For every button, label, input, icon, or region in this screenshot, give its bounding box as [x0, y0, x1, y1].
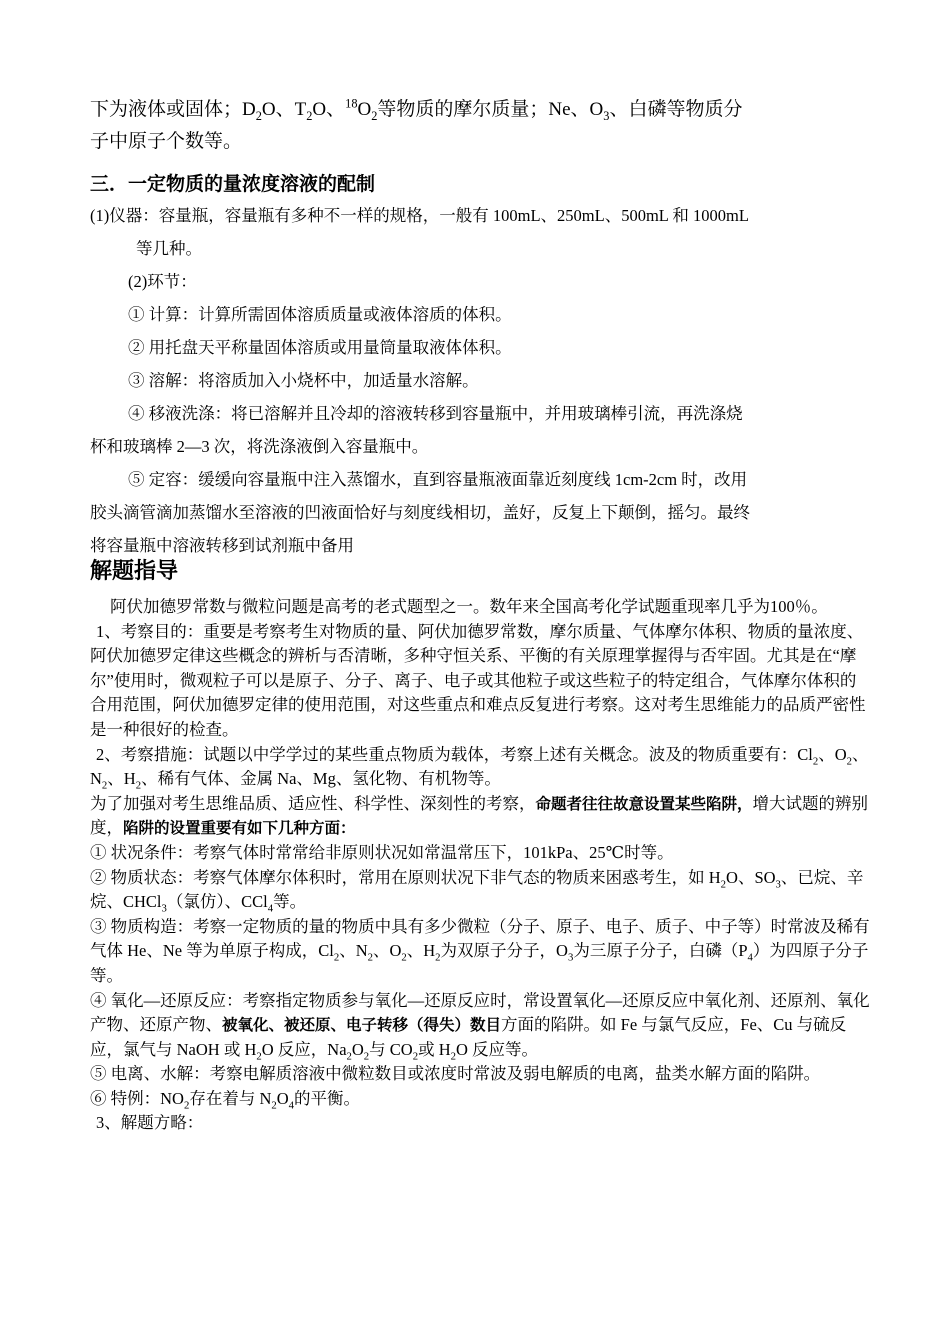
- step-item-cont: 将容量瓶中溶液转移到试剂瓶中备用: [90, 536, 354, 555]
- text: 、N: [339, 941, 368, 961]
- section-heading: 三．一定物质的量浓度溶液的配制: [90, 173, 376, 195]
- text: O: [351, 1039, 364, 1059]
- text: 、H: [406, 941, 436, 961]
- text: 下为液体或固体；D: [90, 99, 256, 120]
- subscript: 2: [333, 951, 340, 964]
- text: O、T: [261, 99, 307, 120]
- trap-item: ⑤ 电离、水解：考察电解质溶液中微粒数目或浓度时常波及弱电解质的电离，盐类水解方面的陷阱。: [90, 1064, 821, 1084]
- subscript: 2: [435, 951, 441, 964]
- subscript: 2: [812, 754, 819, 767]
- subscript: 4: [747, 951, 753, 964]
- text: O、SO: [726, 867, 776, 887]
- intro-line-2: 子中原子个数等。: [90, 131, 243, 152]
- text: 增大试题的辨别度，: [90, 793, 869, 838]
- text: 与 CO: [369, 1039, 413, 1059]
- subscript: 2: [101, 779, 108, 792]
- text: O: [357, 99, 372, 120]
- text: 为双原子分子，O: [440, 941, 568, 961]
- emphasis: 命题者往往故意设置某些陷阱，: [535, 794, 753, 813]
- subscript: 3: [567, 951, 574, 964]
- text: 、N: [90, 744, 869, 789]
- step-item: ⑤ 定容：缓缓向容量瓶中注入蒸馏水，直到容量瓶液面靠近刻度线 1cm-2cm 时，改用: [128, 470, 748, 489]
- subscript: 2: [135, 779, 142, 792]
- text: 、稀有气体、金属 Na、Mg、氢化物、有机物等。: [141, 769, 501, 789]
- trap-item: ① 状况条件：考察气体时常常给非原则状况如常温常压下，101kPa、25℃时等。: [90, 842, 674, 862]
- trap-item: [90, 1087, 870, 1112]
- text: ⑥ 特例：NO: [90, 1088, 184, 1108]
- subscript: 2: [346, 1049, 352, 1062]
- text: 、白磷等物质分: [609, 99, 743, 120]
- superscript: 18: [345, 96, 358, 111]
- text: ③ 物质构造：考察一定物质的量的物质中具有多少微粒（分子、原子、电子、质子、中子等）时常波及稀有气体 He、Ne 等为单原子构成，Cl: [90, 916, 870, 961]
- intro-line-1: [90, 94, 870, 126]
- text: 的平衡。: [294, 1088, 361, 1108]
- subscript: 2: [450, 1049, 456, 1062]
- subscript: 2: [367, 951, 373, 964]
- text: 等物质的摩尔质量；Ne、O: [377, 99, 604, 120]
- text: 2、考察措施：试题以中学学过的某些重点物质为载体，考察上述有关概念。波及的物质重要有：Cl: [96, 744, 813, 764]
- guide-trap-intro: [90, 792, 870, 841]
- text: O: [276, 1088, 289, 1108]
- instruments-line: (1)仪器：容量瓶，容量瓶有多种不一样的规格，一般有 100mL、250mL、500mL 和 1000mL: [90, 206, 749, 225]
- subscript: 3: [603, 108, 610, 123]
- subscript: 2: [371, 108, 378, 123]
- text: 为了加强对考生思维品质、适应性、科学性、深刻性的考察，: [90, 793, 536, 813]
- emphasis: 被氧化、被还原、电子转移（得失）数目: [222, 1016, 502, 1035]
- text: 方面的陷阱。如 Fe 与氯气反应，Fe、Cu 与硫反应，氯气与 NaOH 或 H: [90, 1015, 847, 1059]
- text: ② 物质状态：考察气体摩尔体积时，常用在原则状况下非气态的物质来困惑考生，如 H: [90, 867, 721, 887]
- subscript: 3: [775, 877, 781, 890]
- text: O 反应，Na: [261, 1039, 347, 1059]
- step-item: ② 用托盘天平称量固体溶质或用量筒量取液体体积。: [128, 338, 512, 357]
- text: 、O: [372, 941, 402, 961]
- subscript: 2: [412, 1049, 419, 1062]
- text: 、H: [107, 769, 136, 789]
- trap-item: [90, 866, 870, 915]
- step-item: ① 计算：计算所需固体溶质质量或液体溶质的体积。: [128, 305, 512, 324]
- emphasis: 陷阱的设置重要有如下几种方面：: [123, 819, 356, 838]
- guide-heading: 解题指导: [90, 559, 179, 584]
- subscript: 4: [288, 1099, 295, 1112]
- step-item-cont: 杯和玻璃棒 2—3 次，将洗涤液倒入容量瓶中。: [90, 437, 429, 456]
- step-item: ③ 溶解：将溶质加入小烧杯中，加适量水溶解。: [128, 371, 479, 390]
- guide-body: [90, 595, 870, 1136]
- subscript: 2: [306, 108, 313, 123]
- guide-measures: [90, 743, 870, 792]
- text: ）为四原子分子等。: [90, 941, 869, 985]
- text: 、已烷、辛烷、CHCl: [90, 867, 864, 912]
- text: 等。: [273, 892, 307, 912]
- text: O 反应等。: [455, 1039, 539, 1059]
- subscript: 2: [846, 754, 852, 767]
- step-item-cont: 胶头滴管滴加蒸馏水至溶液的凹液面恰好与刻度线相切，盖好，反复上下颠倒，摇匀。最终: [90, 503, 750, 522]
- text: 或 H: [418, 1039, 451, 1059]
- guide-strategy: 3、解题方略：: [96, 1113, 204, 1133]
- text: ④ 氧化—还原反应：考察指定物质参与氧化—还原反应时，常设置氧化—还原反应中氧化剂、还原剂、氧化产物、还原产物、: [90, 990, 870, 1035]
- section-body: [90, 199, 870, 562]
- subscript: 2: [183, 1099, 190, 1112]
- subscript: 2: [271, 1099, 277, 1112]
- subscript: 2: [401, 951, 407, 964]
- subscript: 2: [255, 108, 262, 123]
- subscript: 3: [161, 902, 167, 915]
- steps-label: (2)环节：: [128, 272, 197, 291]
- instruments-cont: 等几种。: [136, 239, 202, 258]
- text: 存在着与 N: [189, 1088, 272, 1108]
- intro-paragraph: [90, 94, 870, 158]
- text: O、: [312, 99, 346, 120]
- step-item: ④ 移液洗涤：将已溶解并且冷却的溶液转移到容量瓶中，并用玻璃棒引流，再洗涤烧: [128, 404, 743, 423]
- trap-item: [90, 989, 870, 1063]
- text: （氯仿）、CCl: [166, 892, 268, 912]
- text: 为三原子分子，白磷（P: [573, 941, 748, 961]
- subscript: 2: [256, 1049, 262, 1062]
- guide-purpose: 1、考察目的：重要是考察考生对物质的量、阿伏加德罗常数，摩尔质量、气体摩尔体积、物质的量浓度、阿伏加德罗定律这些概念的辨析与否清晰，多种守恒关系、平衡的有关原理掌握得与否牢固。尤其是在“摩尔”使用时，微观粒子可以是原子、分子、离子、电子或其他粒子或这些粒子的特定组合，气体摩尔体积的合用范围，阿伏加德罗定律的使用范围，对这些重点和难点反复进行考察。这对考生思维能力的品质严密性是一种很好的检查。: [90, 621, 866, 739]
- subscript: 2: [720, 877, 727, 890]
- guide-intro: 阿伏加德罗常数与微粒问题是高考的老式题型之一。数年来全国高考化学试题重现率几乎为100％。: [110, 597, 828, 616]
- subscript: 2: [363, 1049, 370, 1062]
- trap-item: [90, 915, 870, 989]
- subscript: 4: [267, 902, 274, 915]
- text: 、O: [818, 744, 847, 764]
